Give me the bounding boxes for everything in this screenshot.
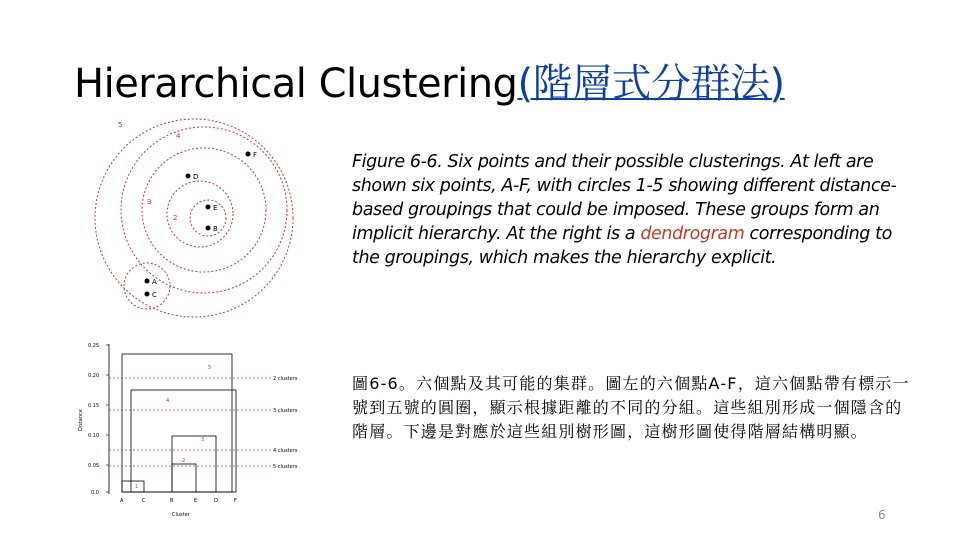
title-main: Hierarchical Clustering — [74, 61, 518, 107]
y-axis-label: Distance — [78, 409, 84, 431]
title-link[interactable]: (階層式分群法) — [517, 61, 785, 107]
circle-label-1: 5 — [118, 121, 123, 129]
point-b — [206, 226, 211, 231]
slide-title — [74, 52, 785, 109]
y-tick-label: 0.10 — [88, 433, 100, 439]
point-e — [206, 205, 211, 210]
cut-label-4-clusters: 4 clusters — [273, 448, 298, 454]
page-number: 6 — [878, 508, 886, 522]
y-tick-label: 0.20 — [88, 373, 100, 379]
x-tick-label: B — [170, 498, 174, 504]
merge-label-5: 5 — [208, 365, 212, 371]
circle-label-3: 3 — [147, 198, 152, 206]
point-label-b: B — [213, 225, 218, 233]
caption-part-1: Figure 6-6. Six points and their possible clusterings. At left are shown six points, A-F, with circles 1-5 showing different distance-based groupings that could be imposed. These groups form an implicit hierarchy. At the right is a — [352, 152, 897, 244]
x-axis-label: Cluster — [172, 512, 190, 518]
cut-label-2-clusters: 2 clusters — [273, 376, 298, 382]
y-tick-label: 0.15 — [88, 403, 100, 409]
point-label-a: A — [152, 278, 157, 286]
merge-label-4: 4 — [166, 398, 170, 404]
figure-caption-english — [352, 150, 912, 270]
point-label-e: E — [213, 204, 218, 212]
y-tick-label: 0.25 — [88, 343, 100, 349]
merge-box-4 — [131, 390, 236, 492]
merge-box-5 — [122, 354, 232, 492]
circle-label-2: 4 — [176, 132, 181, 140]
x-tick-label: C — [142, 498, 146, 504]
point-label-d: D — [193, 173, 199, 181]
point-label-c: C — [152, 291, 157, 299]
point-d — [186, 174, 191, 179]
x-tick-label: D — [214, 498, 218, 504]
y-tick-label: 0.0 — [91, 490, 99, 496]
figure-caption-chinese: 圖6-6。六個點及其可能的集群。圖左的六個點A-F，這六個點帶有標示一號到五號的圓圈，顯示根據距離的不同的分組。這些組別形成一個隱含的階層。下邊是對應於這些組別樹形圖，這樹形圖使得階層結構明顯。 — [352, 374, 910, 441]
x-tick-label: E — [194, 498, 198, 504]
cut-label-3-clusters: 3 clusters — [273, 408, 298, 414]
merge-label-3: 3 — [201, 437, 205, 443]
merge-box-1 — [122, 481, 144, 492]
x-tick-label: A — [120, 498, 124, 504]
point-f — [246, 152, 251, 157]
y-tick-label: 0.05 — [88, 463, 100, 469]
dendrogram-figure — [76, 336, 306, 526]
circle-label-4: 2 — [173, 214, 178, 222]
merge-box-2 — [172, 464, 196, 492]
cluster-circles-figure — [82, 118, 312, 318]
cut-label-5-clusters: 5 clusters — [273, 464, 298, 470]
caption-highlight-dendrogram: dendrogram — [640, 224, 745, 244]
merge-label-1: 1 — [135, 484, 139, 490]
caption-part-2: corresponding to the groupings, which makes the hierarchy explicit. — [352, 224, 892, 268]
point-a — [145, 279, 150, 284]
point-label-f: F — [253, 151, 258, 159]
point-c — [145, 292, 150, 297]
merge-label-2: 2 — [182, 458, 186, 464]
circle-4 — [121, 127, 287, 293]
x-tick-label: F — [234, 498, 237, 504]
circle-3 — [142, 148, 266, 272]
